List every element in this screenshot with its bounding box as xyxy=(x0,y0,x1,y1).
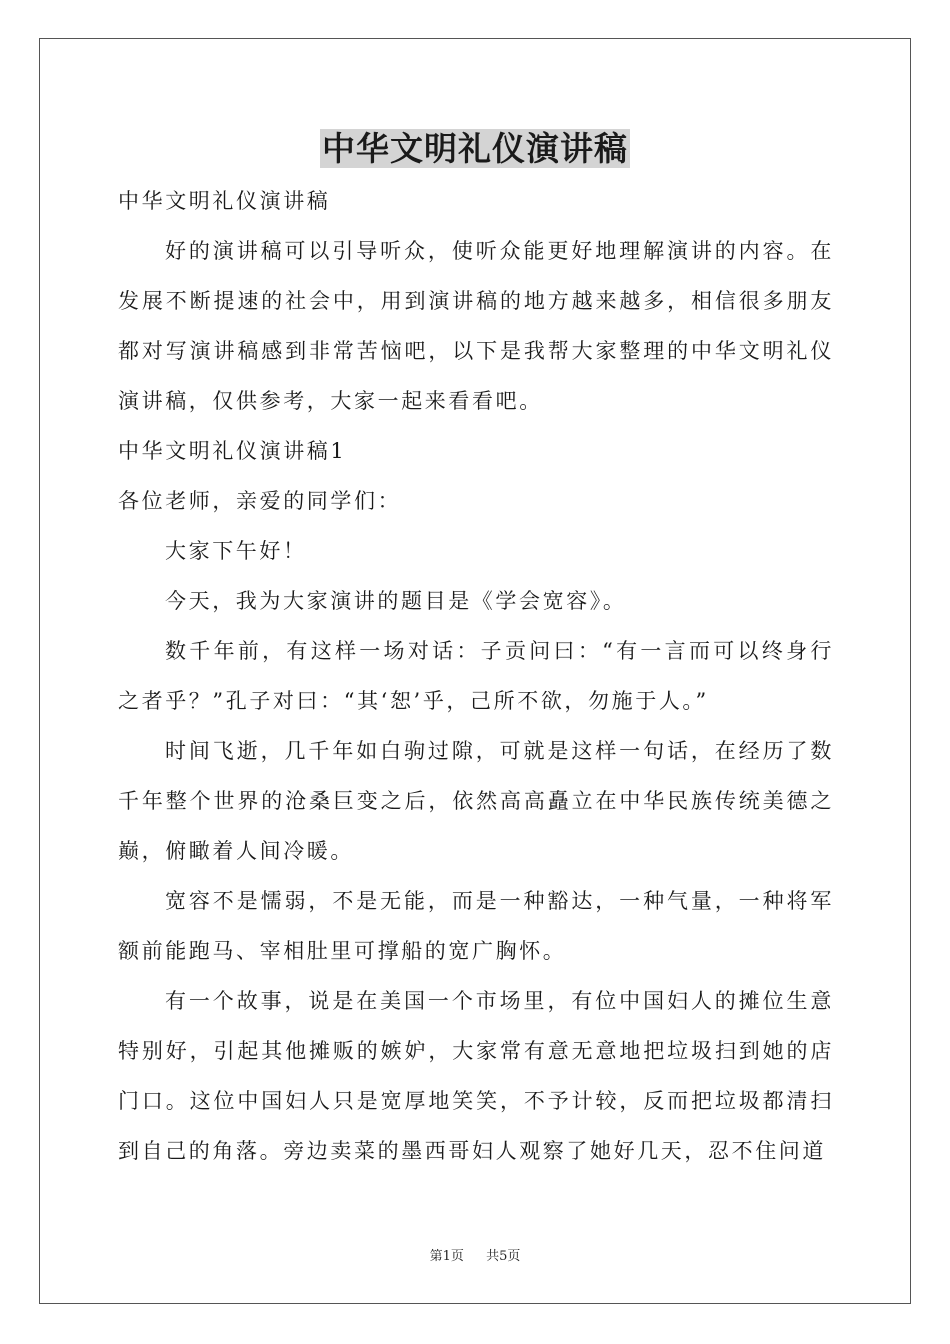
paragraph-salutation: 各位老师，亲爱的同学们： xyxy=(118,489,402,513)
paragraph-dialogue: 数千年前，有这样一场对话：子贡问曰：“有一言而可以终身行之者乎？”孔子对曰：“其‘恕’乎，己所不欲，勿施于人。” xyxy=(118,639,834,713)
page-number-total: 共5页 xyxy=(486,1249,521,1264)
document-title xyxy=(0,126,950,172)
paragraph-tolerance: 宽容不是懦弱，不是无能，而是一种豁达，一种气量，一种将军额前能跑马、宰相肚里可撑船的宽广胸怀。 xyxy=(118,889,834,963)
paragraph-subtitle: 中华文明礼仪演讲稿 xyxy=(118,189,331,213)
paragraph-greeting: 大家下午好！ xyxy=(165,539,307,563)
paragraph-story: 有一个故事，说是在美国一个市场里，有位中国妇人的摊位生意特别好，引起其他摊贩的嫉妒，大家常有意无意地把垃圾扫到她的店门口。这位中国妇人只是宽厚地笑笑，不予计较，反而把垃圾都清扫到自己的角落。旁边卖菜的墨西哥妇人观察了她好几天，忍不住问道 xyxy=(118,989,834,1163)
page-number-current: 第1页 xyxy=(429,1249,464,1264)
document-title-text: 中华文明礼仪演讲稿 xyxy=(322,129,628,168)
paragraph-section-heading: 中华文明礼仪演讲稿1 xyxy=(118,439,347,463)
paragraph-topic: 今天，我为大家演讲的题目是《学会宽容》。 xyxy=(165,589,627,613)
paragraph-intro: 好的演讲稿可以引导听众，使听众能更好地理解演讲的内容。在发展不断提速的社会中，用到演讲稿的地方越来越多，相信很多朋友都对写演讲稿感到非常苦恼吧，以下是我帮大家整理的中华文明礼仪演讲稿，仅供参考，大家一起来看看吧。 xyxy=(118,239,834,413)
paragraph-time: 时间飞逝，几千年如白驹过隙，可就是这样一句话，在经历了数千年整个世界的沧桑巨变之后，依然高高矗立在中华民族传统美德之巅，俯瞰着人间冷暖。 xyxy=(118,739,834,863)
document-body xyxy=(118,176,834,1176)
page-footer xyxy=(0,1248,950,1266)
